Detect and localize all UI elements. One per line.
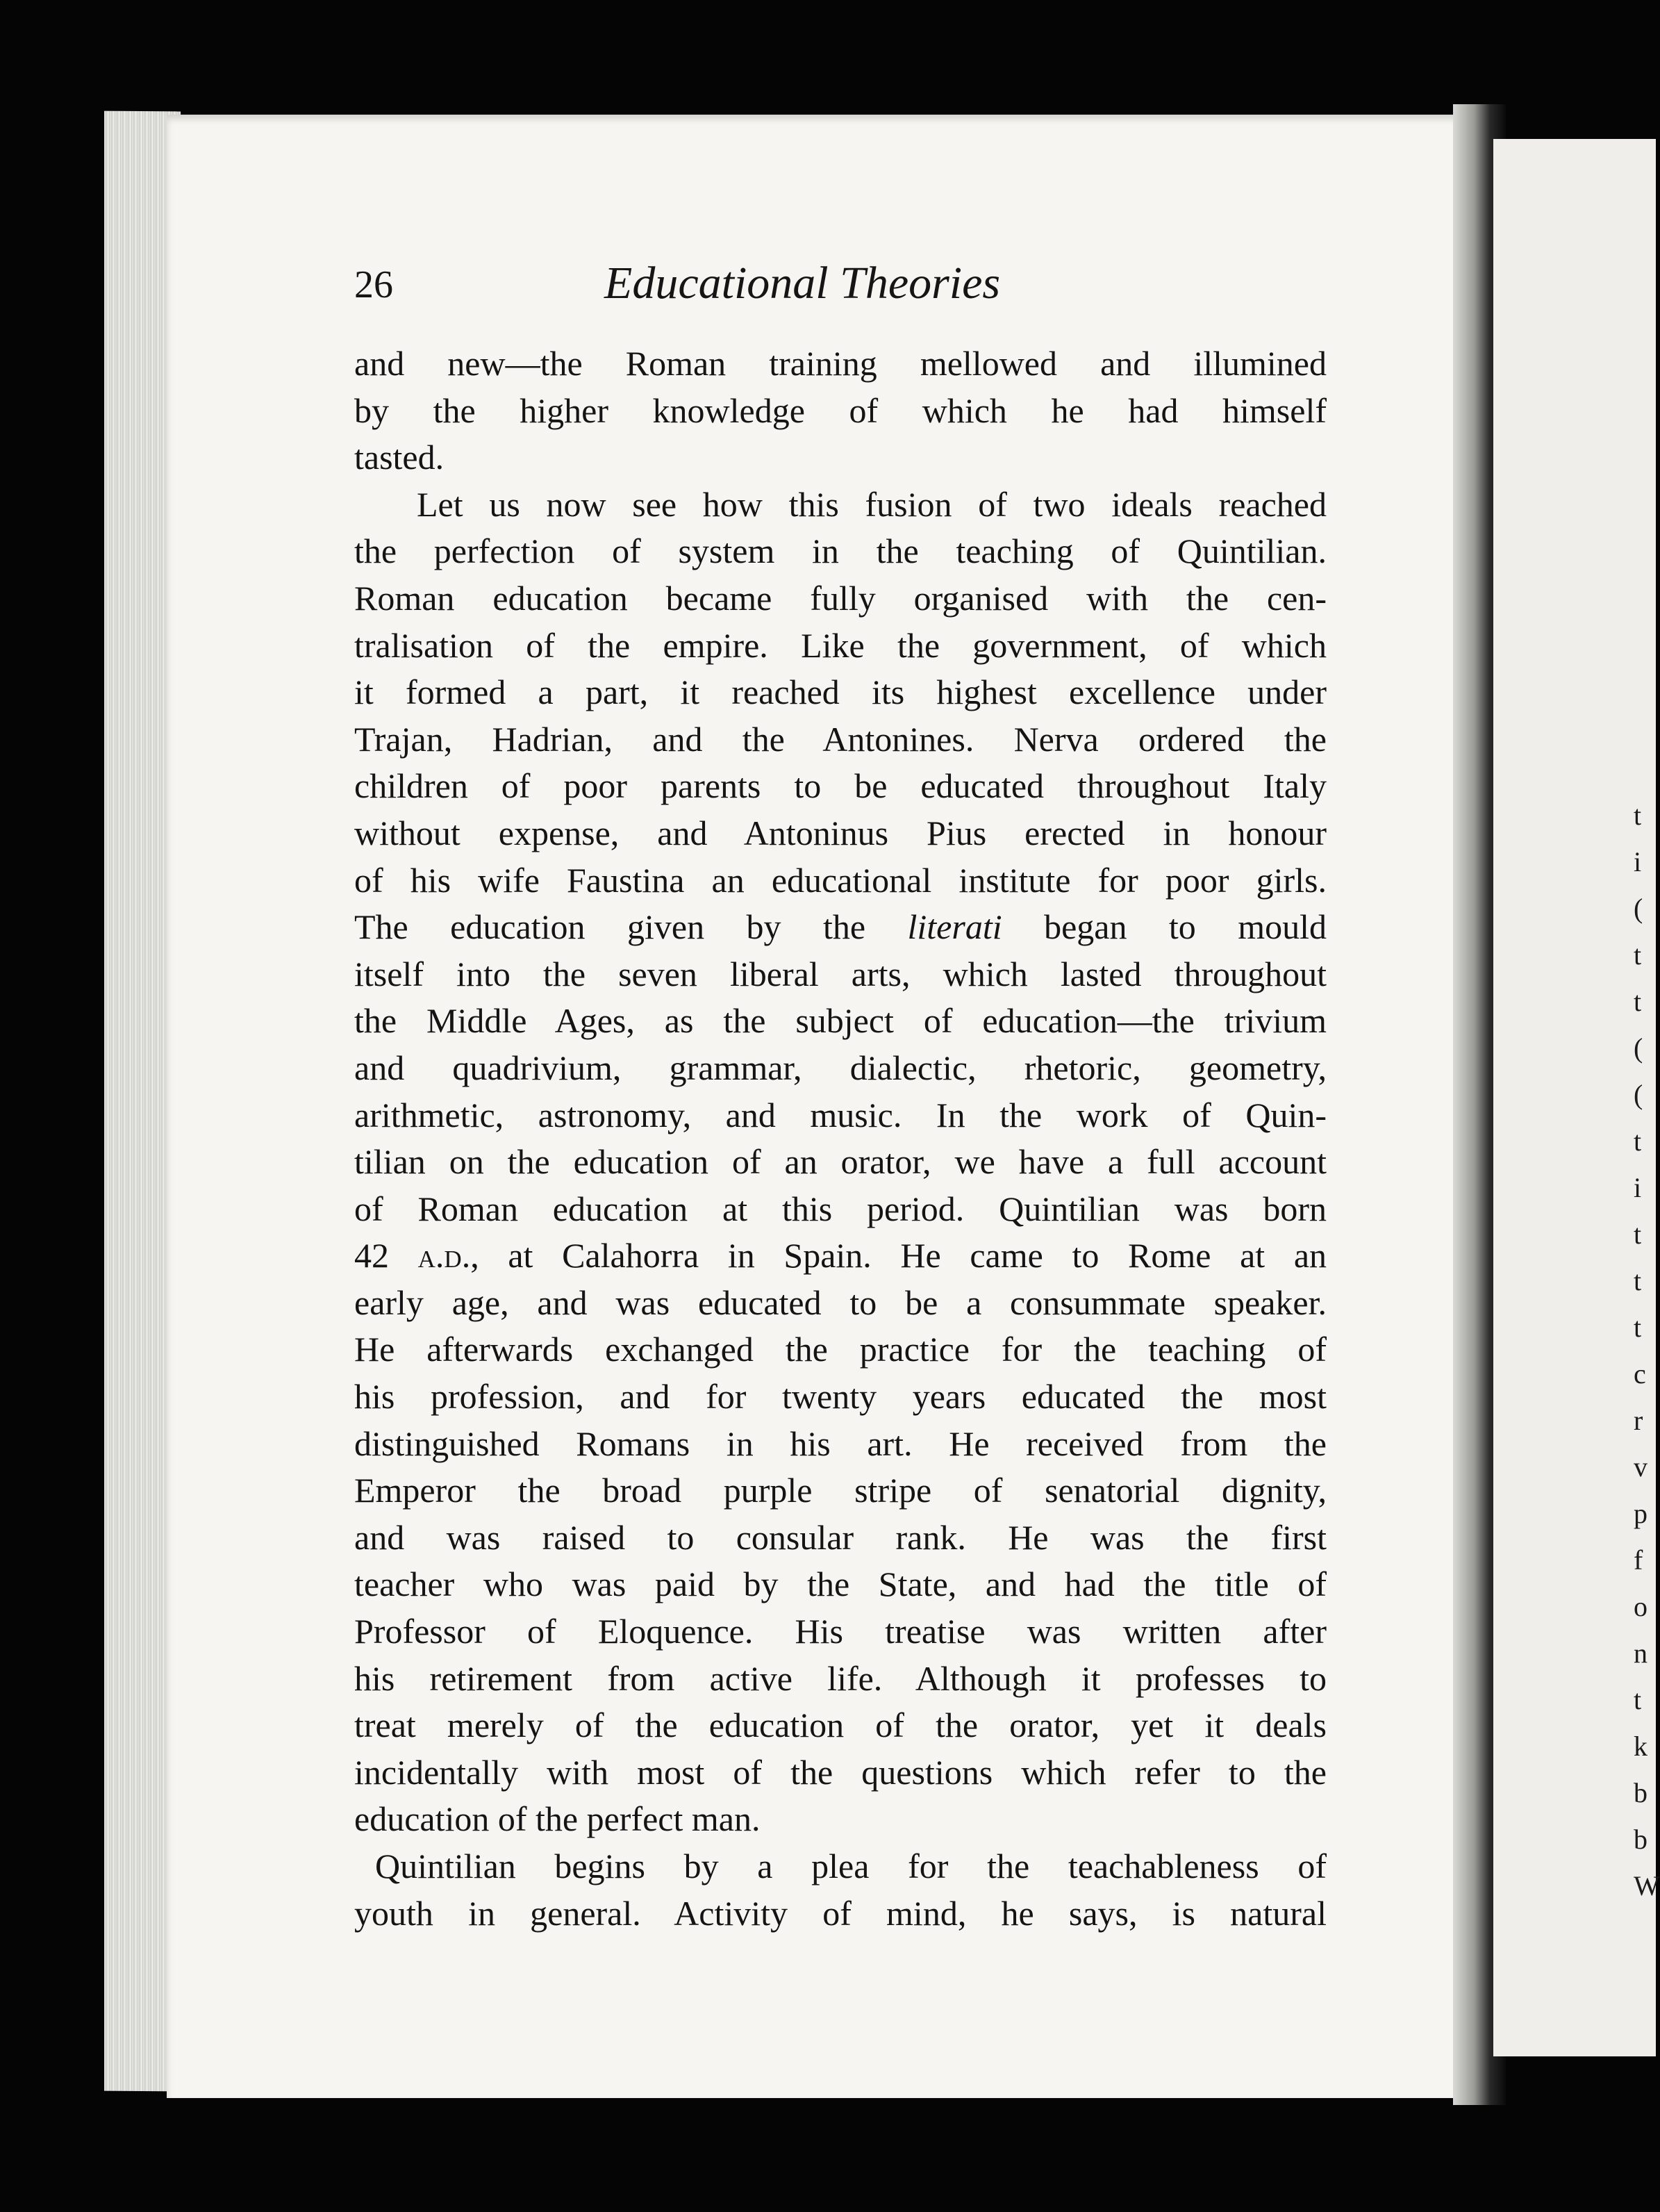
text-line: treat merely of the education of the orator, yet it deals xyxy=(354,1706,1327,1745)
text-line: of Roman education at this period. Quintilian was born xyxy=(354,1189,1327,1228)
facing-letter: i xyxy=(1634,846,1642,877)
facing-letter: t xyxy=(1634,1684,1642,1715)
text-line: it formed a part, it reached its highest excellence under xyxy=(354,672,1327,712)
text-segment: began to mould xyxy=(1044,907,1327,947)
facing-page-letters xyxy=(1634,792,1660,1909)
text-line: education of the perfect man. xyxy=(354,1799,761,1839)
facing-letter: t xyxy=(1634,986,1642,1017)
facing-letter: ( xyxy=(1634,893,1643,924)
body-text xyxy=(354,340,1327,1937)
facing-letter: n xyxy=(1634,1637,1647,1669)
text-line: the Middle Ages, as the subject of education—the trivium xyxy=(354,1001,1327,1041)
facing-letter: i xyxy=(1634,1172,1642,1203)
text-line: Trajan, Hadrian, and the Antonines. Nerva ordered the xyxy=(354,719,1327,759)
page-header xyxy=(354,257,1396,320)
text-line: early age, and was educated to be a consummate speaker. xyxy=(354,1282,1327,1322)
italic-term: literati xyxy=(907,907,1002,947)
facing-page xyxy=(1493,139,1660,2056)
text-line: of his wife Faustina an educational institute for poor girls. xyxy=(354,860,1327,900)
facing-letter: p xyxy=(1634,1498,1647,1529)
facing-letter: r xyxy=(1634,1405,1643,1436)
text-line: distinguished Romans in his art. He received from the xyxy=(354,1423,1327,1463)
facing-letter: b xyxy=(1634,1824,1647,1855)
text-line: arithmetic, astronomy, and music. In the work of Quin- xyxy=(354,1095,1327,1134)
text-line: by the higher knowledge of which he had himself xyxy=(354,390,1327,430)
text-line: tasted. xyxy=(354,438,445,477)
text-segment: 42 xyxy=(354,1236,389,1276)
text-line: Let us now see how this fusion of two ideals reached xyxy=(417,484,1327,524)
facing-letter: ( xyxy=(1634,1079,1643,1110)
text-line: his profession, and for twenty years educated the most xyxy=(354,1377,1327,1417)
text-line: youth in general. Activity of mind, he says, is natural xyxy=(354,1893,1327,1933)
facing-letter: c xyxy=(1634,1358,1646,1389)
page-number: 26 xyxy=(354,263,393,306)
text-line: incidentally with most of the questions which refer to the xyxy=(354,1752,1327,1792)
facing-letter: k xyxy=(1634,1731,1647,1762)
text-line: and new—the Roman training mellowed and illumined xyxy=(354,344,1327,383)
facing-letter: W xyxy=(1634,1870,1660,1901)
text-line: and quadrivium, grammar, dialectic, rhetoric, geometry, xyxy=(354,1048,1327,1087)
text-line: Professor of Eloquence. His treatise was written after xyxy=(354,1612,1327,1651)
text-line xyxy=(354,904,1327,951)
facing-letter: t xyxy=(1634,939,1642,971)
facing-letter: f xyxy=(1634,1544,1643,1576)
facing-letter: t xyxy=(1634,1265,1642,1296)
text-line: tralisation of the empire. Like the government, of which xyxy=(354,625,1327,665)
facing-letter: v xyxy=(1634,1451,1647,1483)
facing-letter: t xyxy=(1634,800,1642,831)
text-line: children of poor parents to be educated throughout Italy xyxy=(354,766,1327,806)
facing-letter: o xyxy=(1634,1591,1647,1622)
text-line: his retirement from active life. Although it professes to xyxy=(354,1658,1327,1698)
text-line: Emperor the broad purple stripe of senatorial dignity, xyxy=(354,1471,1327,1510)
text-line: and was raised to consular rank. He was the first xyxy=(354,1517,1327,1557)
text-line: He afterwards exchanged the practice for the teaching of xyxy=(354,1330,1327,1369)
text-line: tilian on the education of an orator, we have a full account xyxy=(354,1142,1327,1182)
text-line: without expense, and Antoninus Pius erected in honour xyxy=(354,813,1327,852)
facing-letter: b xyxy=(1634,1777,1647,1808)
text-line: Quintilian begins by a plea for the teachableness of xyxy=(375,1847,1327,1885)
text-line: itself into the seven liberal arts, which lasted throughout xyxy=(354,954,1327,993)
text-line: Roman education became fully organised with the cen- xyxy=(354,578,1327,618)
facing-letter: ( xyxy=(1634,1032,1643,1064)
text-segment: The education given by the xyxy=(354,907,866,947)
text-line xyxy=(354,1232,1327,1280)
facing-letter: t xyxy=(1634,1125,1642,1157)
facing-letter: t xyxy=(1634,1312,1642,1343)
facing-letter: t xyxy=(1634,1219,1642,1250)
text-line: teacher who was paid by the State, and had the title of xyxy=(354,1565,1327,1604)
era-abbreviation: a.d. xyxy=(417,1236,471,1276)
text-line: the perfection of system in the teaching of Quintilian. xyxy=(354,531,1327,571)
text-segment: , at Calahorra in Spain. He came to Rome at an xyxy=(470,1236,1327,1276)
running-title: Educational Theories xyxy=(604,258,1001,308)
